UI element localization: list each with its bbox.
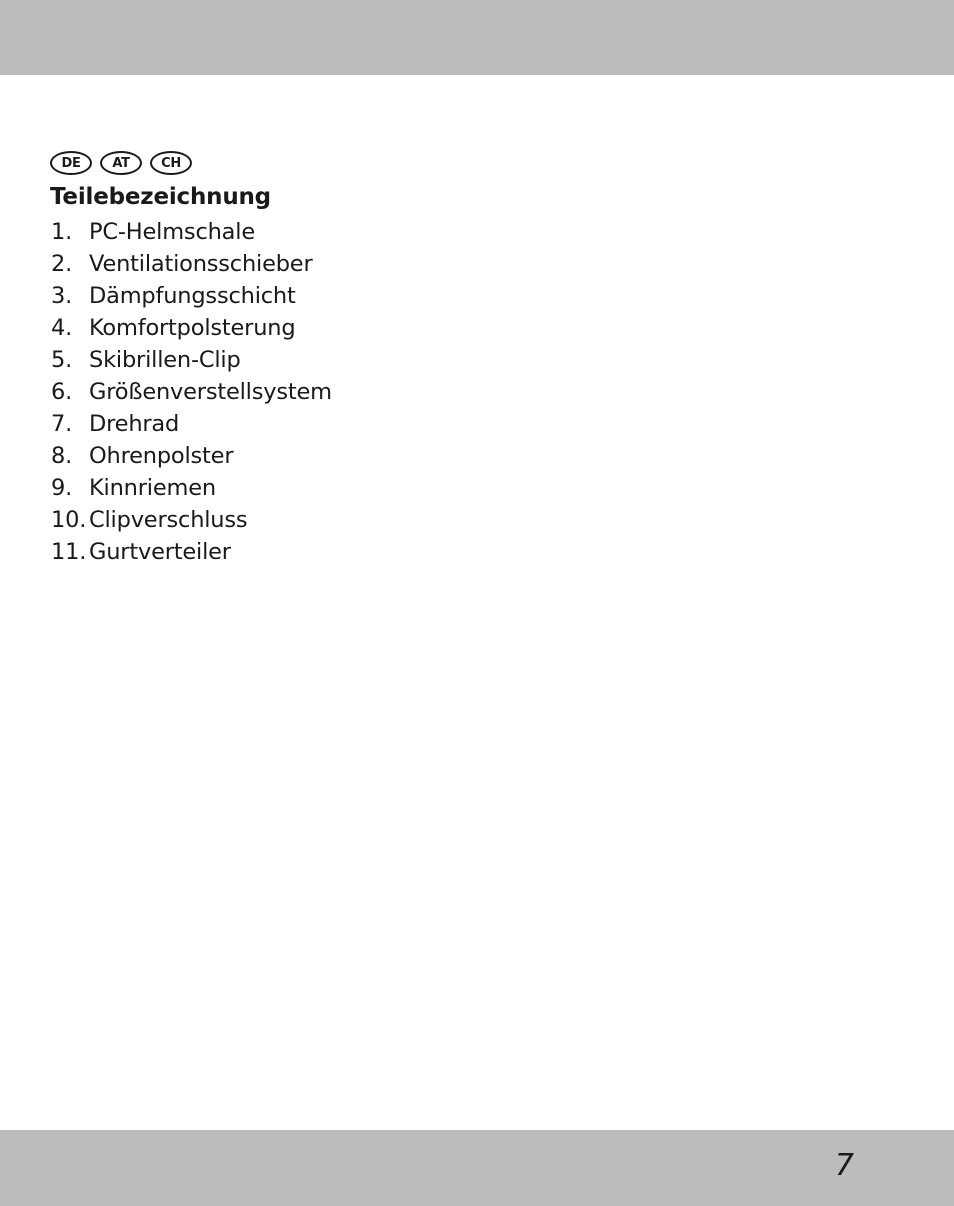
list-item [51,248,332,280]
list-item [51,440,332,472]
list-item [51,376,332,408]
item-number: 7. [51,411,73,437]
language-badge-de: DE [50,151,92,175]
footer-band [0,1130,954,1206]
header-band [0,0,954,75]
item-label: Gurtverteiler [89,539,231,565]
list-item [51,504,332,536]
section-heading: Teilebezeichnung [50,184,271,210]
language-badge-ch: CH [150,151,192,175]
list-item [51,344,332,376]
item-label: Dämpfungsschicht [89,283,296,309]
item-number: 9. [51,475,73,501]
page-number: 7 [834,1148,854,1183]
item-label: PC-Helmschale [89,219,255,245]
parts-list [51,216,332,568]
item-label: Ventilationsschieber [89,251,313,277]
language-badge-at: AT [100,151,142,175]
item-label: Größenverstellsystem [89,379,332,405]
item-number: 4. [51,315,73,341]
item-number: 8. [51,443,73,469]
item-number: 6. [51,379,73,405]
list-item [51,312,332,344]
language-badges [50,151,192,175]
item-number: 2. [51,251,73,277]
item-number: 5. [51,347,73,373]
item-label: Ohrenpolster [89,443,234,469]
item-number: 11. [51,539,87,565]
list-item [51,280,332,312]
item-number: 3. [51,283,73,309]
item-number: 10. [51,507,87,533]
list-item [51,408,332,440]
list-item [51,216,332,248]
item-label: Kinnriemen [89,475,216,501]
list-item [51,472,332,504]
list-item [51,536,332,568]
item-label: Drehrad [89,411,180,437]
item-label: Komfortpolsterung [89,315,296,341]
item-number: 1. [51,219,73,245]
item-label: Skibrillen-Clip [89,347,241,373]
item-label: Clipverschluss [89,507,248,533]
